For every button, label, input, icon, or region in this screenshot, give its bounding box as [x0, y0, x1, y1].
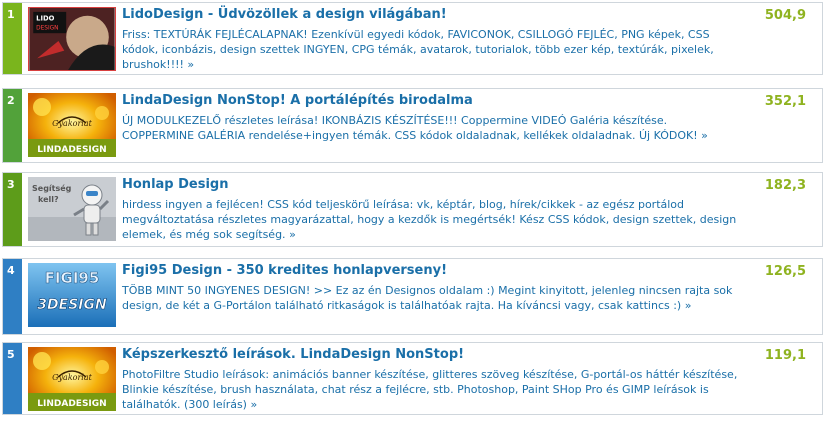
ranking-entry [2, 172, 823, 247]
svg-text:Segítség: Segítség [32, 184, 72, 193]
figi95-logo-icon [28, 263, 116, 327]
more-link[interactable]: » [684, 299, 692, 312]
robot-help-banner-thumbnail[interactable] [28, 177, 116, 241]
more-link[interactable]: » [187, 58, 195, 71]
more-link[interactable]: » [289, 228, 296, 241]
site-title-link[interactable]: LidoDesign - Üdvözöllek a design világában! [122, 7, 447, 22]
site-description [122, 283, 742, 313]
description-text: ÚJ MODULKEZELŐ részletes leírása! IKONBÁZIS KÉSZÍTÉSE!!! Coppermine VIDEÓ Galéria készítése. COPPERMINE GALÉRIA rendelése+ingyen témák. CSS kódok oldaladnak, kellékek oldaladnak. Új KÓDOK! [122, 114, 698, 142]
site-score: 504,9 [764, 8, 806, 23]
robot-help-icon [28, 177, 116, 241]
site-description [122, 113, 742, 143]
svg-text:Gyakorlat: Gyakorlat [52, 373, 92, 382]
svg-text:DESIGN: DESIGN [36, 25, 59, 32]
site-title-link[interactable]: Képszerkesztő leírások. LindaDesign NonStop! [122, 347, 465, 362]
description-text: TÖBB MINT 50 INGYENES DESIGN! >> Ez az én Designos oldalam :) Megint kinyitott, jelenleg nincsen rajta sok design, de két a G-Portálon található ritkaságok is találhatóak rajta. Ha kíváncsi vagy, csak kattincs :) [122, 284, 733, 312]
site-description [122, 27, 742, 72]
figi95-logo-thumbnail[interactable] [28, 263, 116, 327]
description-text: PhotoFiltre Studio leírások: animációs banner készítése, glitteres szöveg készítése, G-portál-os háttér készítése, Blinkie készítése, brush használata, chat rész a fejlécre, stb. Photoshop, Paint SHop Pro és GIMP leírások is találhatók. (300 leírás) [122, 368, 738, 411]
lidodesign-logo-thumbnail[interactable] [28, 7, 116, 71]
svg-text:3DESIGN: 3DESIGN [37, 297, 107, 313]
lindadesign-banner-thumbnail[interactable] [28, 347, 116, 411]
ranking-entry [2, 88, 823, 163]
more-link[interactable]: » [701, 129, 708, 142]
svg-text:FIGI95: FIGI95 [44, 269, 100, 287]
description-text: hirdess ingyen a fejlécen! CSS kód teljeskörű leírása: vk, képtár, blog, hírek/cikkek - az egész portálod megváltoztatása részletes magyarázattal, hogy a kezdők is megértsék! Kész CSS kódok, design szettek, design elemek, és még sok segítség. [122, 198, 737, 241]
site-score: 352,1 [764, 94, 806, 109]
rank-number: 3 [3, 173, 22, 246]
lindadesign-banner-icon [28, 93, 116, 157]
svg-text:LIDO: LIDO [36, 14, 55, 23]
site-title-link[interactable]: Honlap Design [122, 177, 229, 192]
svg-text:LINDADESIGN: LINDADESIGN [37, 399, 107, 409]
rank-number: 1 [3, 3, 22, 74]
rank-number: 4 [3, 259, 22, 334]
site-title-link[interactable]: Figi95 Design - 350 kredites honlapverseny! [122, 263, 448, 278]
svg-text:LINDADESIGN: LINDADESIGN [37, 145, 107, 155]
ranking-entry [2, 342, 823, 415]
ranking-entry [2, 258, 823, 335]
site-score: 119,1 [764, 348, 806, 363]
site-score: 182,3 [764, 178, 806, 193]
site-description [122, 367, 742, 412]
rank-number: 5 [3, 343, 22, 414]
svg-text:kell?: kell? [38, 195, 59, 204]
ranking-entry [2, 2, 823, 75]
site-score: 126,5 [764, 264, 806, 279]
description-text: Friss: TEXTÚRÁK FEJLÉCALAPNAK! Ezenkívül egyedi kódok, FAVICONOK, CSILLOGÓ FEJLÉC, PNG képek, CSS kódok, iconbázis, design szettek INGYEN, CPG témák, avatarok, tutorialok, több ezer kép, textúrák, pixelek, brushok!!!! [122, 28, 714, 71]
svg-text:Gyakorlat: Gyakorlat [52, 119, 92, 128]
lindadesign-banner-icon [28, 347, 116, 411]
rank-number: 2 [3, 89, 22, 162]
lidodesign-logo-icon [29, 8, 115, 70]
site-description [122, 197, 742, 242]
more-link[interactable]: » [250, 398, 258, 411]
lindadesign-banner-thumbnail[interactable] [28, 93, 116, 157]
site-title-link[interactable]: LindaDesign NonStop! A portálépítés birodalma [122, 93, 473, 108]
